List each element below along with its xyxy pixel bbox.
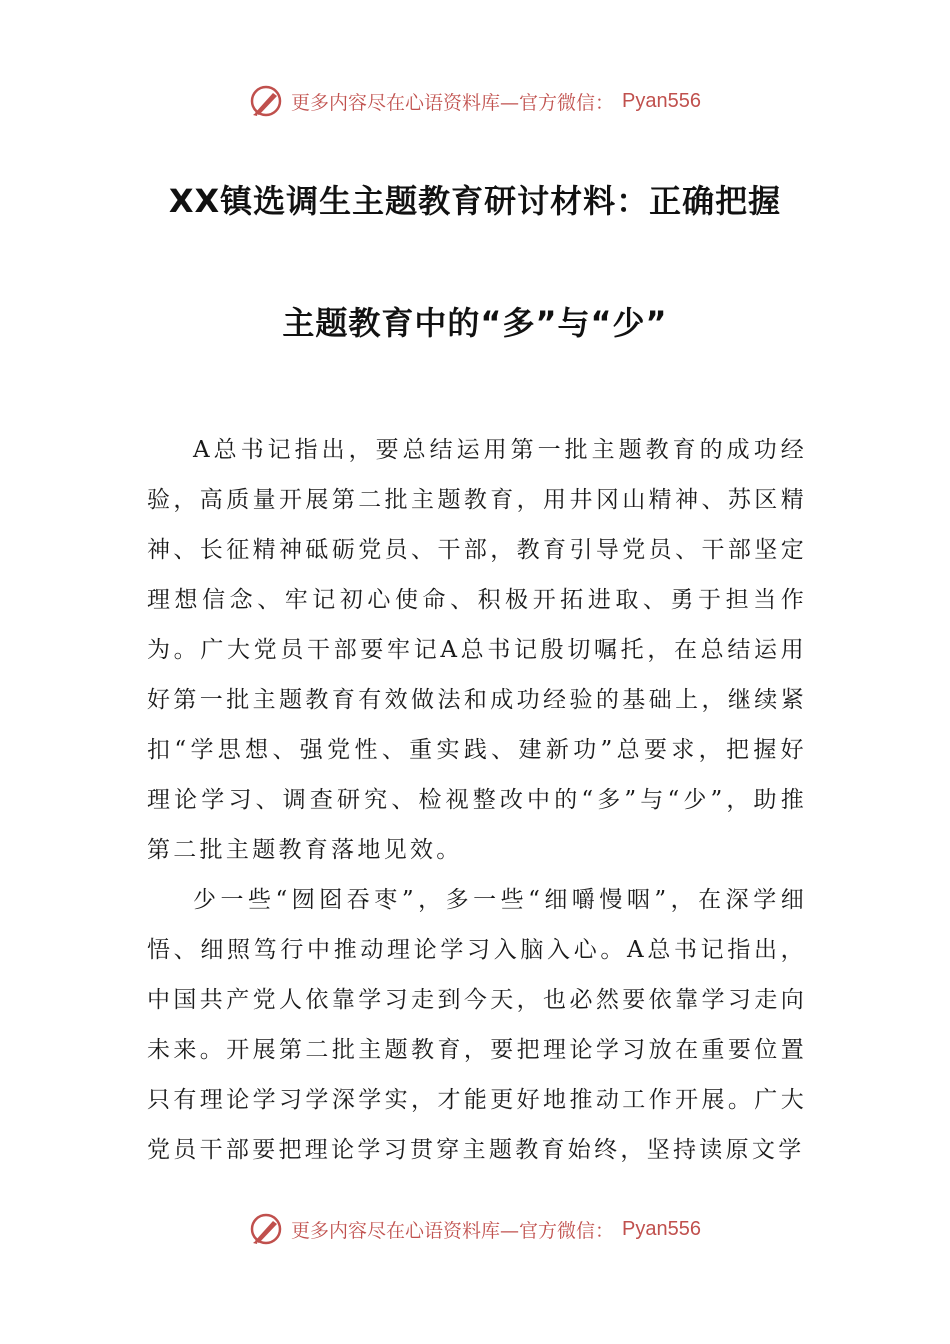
paragraph-2: 少一些“囫囵吞枣”，多一些“细嚼慢咽”，在深学细悟、细照笃行中推动理论学习入脑入心。A总书记指出，中国共产党人依靠学习走到今天，也必然要依靠学习走向未来。开展第二批主题教育，要把理论学习放在重要位置只有理论学习学深学实，才能更好地推动工作开展。广大党员干部要把理论学习贯穿主题教育始终，坚持读原文学 bbox=[147, 887, 807, 1163]
document-title-line-2: 主题教育中的“多”与“少” bbox=[282, 304, 668, 342]
document-title-line-1: XX镇选调生主题教育研讨材料：正确把握 bbox=[168, 182, 782, 220]
watermark-account: Pyan556 bbox=[622, 1217, 701, 1240]
document-body bbox=[147, 425, 807, 1175]
footer-watermark bbox=[0, 1212, 950, 1246]
pen-logo-icon bbox=[249, 84, 283, 118]
watermark-account: Pyan556 bbox=[622, 89, 701, 112]
header-watermark bbox=[0, 84, 950, 118]
watermark-text: 更多内容尽在心语资料库—官方微信： bbox=[291, 1219, 615, 1242]
watermark-text: 更多内容尽在心语资料库—官方微信： bbox=[291, 91, 615, 114]
paragraph-1: A总书记指出，要总结运用第一批主题教育的成功经验，高质量开展第二批主题教育，用井冈山精神、苏区精神、长征精神砥砺党员、干部，教育引导党员、干部坚定理想信念、牢记初心使命、积极开拓进取、勇于担当作为。广大党员干部要牢记A总书记殷切嘱托，在总结运用好第一批主题教育有效做法和成功经验的基础上，继续紧扣“学思想、强党性、重实践、建新功”总要求，把握好理论学习、调查研究、检视整改中的“多”与“少”，助推第二批主题教育落地见效。 bbox=[147, 437, 807, 863]
pen-logo-icon bbox=[249, 1212, 283, 1246]
